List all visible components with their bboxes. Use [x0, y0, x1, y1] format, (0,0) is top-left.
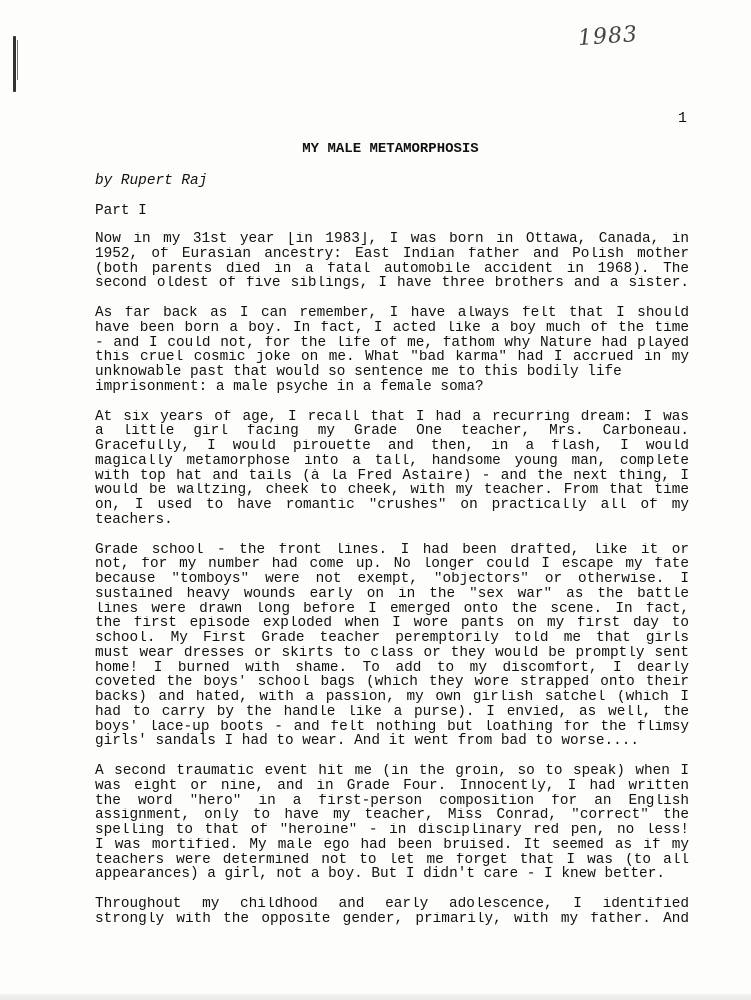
text-line: on, I used to have romantic "crushes" on practically all of my: [95, 498, 689, 513]
text-line: was eight or nine, and in Grade Four. Innocently, I had written: [95, 778, 689, 794]
paragraph: [95, 410, 689, 528]
text-line: the word "hero" in a first-person composition for an English: [95, 793, 689, 809]
text-line: would be waltzing, cheek to cheek, with my teacher. From that time: [95, 483, 689, 498]
binder-mark-shadow: [17, 40, 18, 80]
text-line: lines were drawn long before I emerged onto the scene. In fact,: [95, 601, 689, 617]
text-line: a little girl facing my Grade One teacher, Mrs. Carboneau.: [95, 424, 689, 439]
body-text: [95, 232, 689, 942]
text-line: At six years of age, I recall that I had a recurring dream: I was: [95, 409, 689, 425]
text-line: I was mortified. My male ego had been bruised. It seemed as if my: [95, 837, 689, 853]
text-line: teachers.: [95, 511, 173, 528]
part-heading: Part I: [95, 203, 147, 219]
paragraph: [95, 764, 689, 882]
text-line: have been born a boy. In fact, I acted like a boy much of the time: [95, 320, 689, 336]
binder-mark: [13, 36, 16, 92]
text-line: magically metamorphose into a tall, handsome young man, complete: [95, 453, 689, 469]
text-line: backs) and hated, with a passion, my own girlish satchel (which I: [95, 690, 689, 705]
text-line: second oldest of five siblings, I have three brothers and a sister.: [95, 276, 689, 291]
text-line: girls' sandals I had to wear. And it went from bad to worse....: [95, 733, 640, 750]
text-line: unknowable past that would so sentence me to this bodily life: [95, 364, 622, 380]
text-line: 1952, of Eurasian ancestry: East Indian father and Polish mother: [95, 246, 689, 262]
handwritten-year-annotation: 1983: [577, 21, 639, 52]
paragraph: [95, 897, 689, 927]
text-line: school. My First Grade teacher peremptorily told me that girls: [95, 631, 689, 646]
paragraph: [95, 232, 689, 291]
text-line: A second traumatic event hit me (in the groin, so to speak) when I: [95, 764, 689, 779]
author-byline: by Rupert Raj: [95, 173, 208, 189]
text-line: this cruel cosmic joke on me. What "bad karma" had I accrued in my: [95, 350, 689, 365]
text-line: had to carry by the handle like a purse). I envied, as well, the: [95, 704, 689, 720]
text-line: Throughout my childhood and early adolescence, I identified: [95, 897, 689, 912]
text-line: Now in my 31st year [in 1983], I was born in Ottawa, Canada, in: [95, 232, 689, 247]
text-line: strongly with the opposite gender, primarily, with my father. And: [95, 911, 689, 927]
text-line: spelling to that of "heroine" - in disciplinary red pen, no less!: [95, 823, 689, 838]
text-line: coveted the boys' school bags (which they wore strapped onto their: [95, 675, 689, 690]
text-line: must wear dresses or skirts to class or they would be promptly sent: [95, 645, 689, 661]
text-line: appearances) a girl, not a boy. But I didn't care - I knew better.: [95, 866, 665, 883]
text-line: the first episode exploded when I wore pants on my first day to: [95, 616, 689, 631]
text-line: not, for my number had come up. No longer could I escape my fate: [95, 557, 689, 572]
page-number: 1: [678, 110, 688, 127]
page-bottom-edge: [0, 994, 751, 1000]
text-line: with top hat and tails (à la Fred Astaire) - and the next thing, I: [95, 468, 689, 484]
text-line: home! I burned with shame. To add to my discomfort, I dearly: [95, 660, 689, 676]
paragraph: [95, 306, 689, 395]
text-line: Gracefully, I would pirouette and then, in a flash, I would: [95, 439, 689, 454]
text-line: As far back as I can remember, I have always felt that I should: [95, 306, 689, 321]
text-line: Grade school - the front lines. I had been drafted, like it or: [95, 542, 689, 558]
text-line: - and I could not, for the life of me, fathom why Nature had played: [95, 335, 689, 351]
text-line: because "tomboys" were not exempt, "objectors" or otherwise. I: [95, 572, 689, 587]
text-line: teachers were determined not to let me forget that I was (to all: [95, 852, 689, 868]
document-title: MY MALE METAMORPHOSIS: [302, 141, 479, 157]
text-line: sustained heavy wounds early on in the "sex war" as the battle: [95, 586, 689, 602]
text-line: boys' lace-up boots - and felt nothing but loathing for the flimsy: [95, 719, 689, 735]
paragraph: [95, 543, 689, 750]
text-line: assignment, only to have my teacher, Miss Conrad, "correct" the: [95, 808, 689, 823]
text-line: imprisonment: a male psyche in a female soma?: [95, 378, 484, 395]
text-line: (both parents died in a fatal automobile accident in 1968). The: [95, 261, 689, 277]
